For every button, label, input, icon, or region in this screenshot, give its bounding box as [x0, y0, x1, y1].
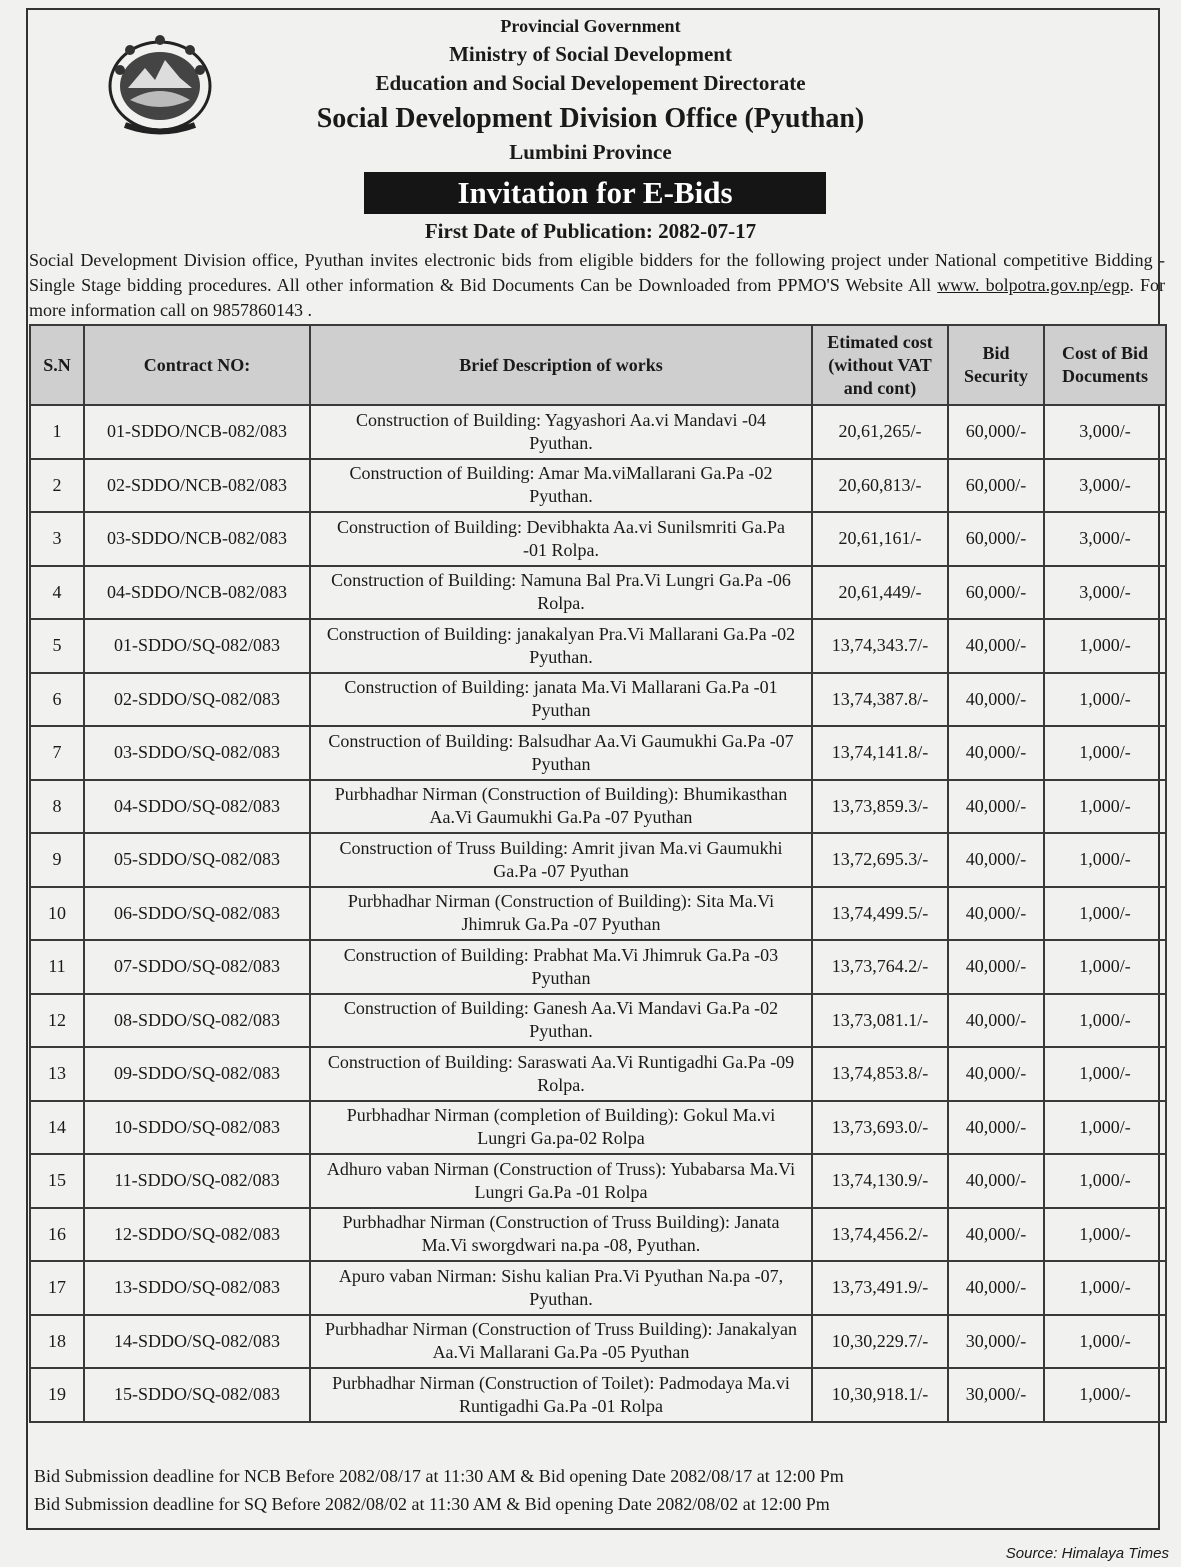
cell-cost: 13,74,387.8/-: [812, 673, 948, 727]
cell-contract: 15-SDDO/SQ-082/083: [84, 1368, 310, 1422]
cell-contract: 12-SDDO/SQ-082/083: [84, 1208, 310, 1262]
cell-description: Purbhadhar Nirman (Construction of Truss Building): Janata Ma.Vi sworgdwari na.pa -08, Pyuthan.: [310, 1208, 812, 1262]
office-title: Social Development Division Office (Pyuthan): [316, 103, 865, 134]
website-link[interactable]: www. bolpotra.gov.np/egp: [937, 275, 1130, 295]
intro-tail: . For more information call on 9857860143 .: [29, 275, 1165, 320]
cell-contract: 03-SDDO/SQ-082/083: [84, 726, 310, 780]
cell-doc-cost: 1,000/-: [1044, 1261, 1166, 1315]
cell-doc-cost: 1,000/-: [1044, 1047, 1166, 1101]
cell-security: 40,000/-: [948, 887, 1044, 941]
cell-doc-cost: 1,000/-: [1044, 673, 1166, 727]
cell-sn: 13: [30, 1047, 84, 1101]
cell-doc-cost: 1,000/-: [1044, 780, 1166, 834]
cell-cost: 10,30,229.7/-: [812, 1315, 948, 1369]
cell-security: 60,000/-: [948, 566, 1044, 620]
government-title: Provincial Government: [500, 16, 681, 36]
cell-sn: 12: [30, 994, 84, 1048]
cell-doc-cost: 3,000/-: [1044, 459, 1166, 513]
cell-cost: 13,73,081.1/-: [812, 994, 948, 1048]
cell-doc-cost: 1,000/-: [1044, 887, 1166, 941]
header-security: Bid Security: [948, 325, 1044, 405]
cell-contract: 05-SDDO/SQ-082/083: [84, 833, 310, 887]
cell-doc-cost: 3,000/-: [1044, 566, 1166, 620]
cell-security: 60,000/-: [948, 405, 1044, 459]
table-row: [30, 1154, 1166, 1208]
table-row: [30, 459, 1166, 513]
cell-description: Purbhadhar Nirman (Construction of Truss Building): Janakalyan Aa.Vi Mallarani Ga.Pa -05 Pyuthan: [310, 1315, 812, 1369]
cell-cost: 13,74,343.7/-: [812, 619, 948, 673]
cell-description: Construction of Building: Namuna Bal Pra.Vi Lungri Ga.Pa -06 Rolpa.: [310, 566, 812, 620]
cell-contract: 09-SDDO/SQ-082/083: [84, 1047, 310, 1101]
ministry-title: Ministry of Social Development: [449, 42, 732, 66]
cell-doc-cost: 3,000/-: [1044, 512, 1166, 566]
cell-description: Construction of Building: janata Ma.Vi Mallarani Ga.Pa -01 Pyuthan: [310, 673, 812, 727]
source-credit: Source: Himalaya Times: [1005, 1545, 1169, 1562]
cell-contract: 07-SDDO/SQ-082/083: [84, 940, 310, 994]
cell-description: Construction of Truss Building: Amrit jivan Ma.vi Gaumukhi Ga.Pa -07 Pyuthan: [310, 833, 812, 887]
cell-contract: 11-SDDO/SQ-082/083: [84, 1154, 310, 1208]
cell-doc-cost: 1,000/-: [1044, 1368, 1166, 1422]
cell-security: 40,000/-: [948, 673, 1044, 727]
cell-sn: 15: [30, 1154, 84, 1208]
table-row: [30, 1208, 1166, 1262]
table-row: [30, 619, 1166, 673]
table-row: [30, 940, 1166, 994]
cell-contract: 10-SDDO/SQ-082/083: [84, 1101, 310, 1155]
bids-table: [29, 324, 1167, 1423]
cell-doc-cost: 1,000/-: [1044, 1154, 1166, 1208]
directorate-title: Education and Social Developement Directorate: [375, 71, 806, 95]
cell-security: 40,000/-: [948, 726, 1044, 780]
header-contract: Contract NO:: [84, 325, 310, 405]
cell-sn: 6: [30, 673, 84, 727]
cell-description: Construction of Building: janakalyan Pra.Vi Mallarani Ga.Pa -02 Pyuthan.: [310, 619, 812, 673]
cell-doc-cost: 1,000/-: [1044, 940, 1166, 994]
cell-cost: 13,73,859.3/-: [812, 780, 948, 834]
cell-cost: 20,61,265/-: [812, 405, 948, 459]
cell-security: 40,000/-: [948, 940, 1044, 994]
cell-sn: 11: [30, 940, 84, 994]
cell-doc-cost: 1,000/-: [1044, 619, 1166, 673]
cell-cost: 13,73,693.0/-: [812, 1101, 948, 1155]
cell-security: 40,000/-: [948, 833, 1044, 887]
cell-security: 30,000/-: [948, 1315, 1044, 1369]
ncb-deadline: Bid Submission deadline for NCB Before 2082/08/17 at 11:30 AM & Bid opening Date 2082/08/17 at 12:00 Pm: [34, 1466, 844, 1486]
table-row: [30, 566, 1166, 620]
table-row: [30, 833, 1166, 887]
cell-sn: 16: [30, 1208, 84, 1262]
cell-sn: 10: [30, 887, 84, 941]
cell-sn: 4: [30, 566, 84, 620]
cell-cost: 20,60,813/-: [812, 459, 948, 513]
cell-contract: 14-SDDO/SQ-082/083: [84, 1315, 310, 1369]
cell-cost: 10,30,918.1/-: [812, 1368, 948, 1422]
cell-description: Construction of Building: Devibhakta Aa.vi Sunilsmriti Ga.Pa -01 Rolpa.: [310, 512, 812, 566]
header-cost: Etimated cost (without VAT and cont): [812, 325, 948, 405]
invitation-banner: Invitation for E-Bids: [364, 172, 826, 214]
cell-cost: 13,72,695.3/-: [812, 833, 948, 887]
table-row: [30, 780, 1166, 834]
cell-doc-cost: 1,000/-: [1044, 1208, 1166, 1262]
cell-description: Adhuro vaban Nirman (Construction of Truss): Yubabarsa Ma.Vi Lungri Ga.Pa -01 Rolpa: [310, 1154, 812, 1208]
header-sn: S.N: [30, 325, 84, 405]
cell-contract: 13-SDDO/SQ-082/083: [84, 1261, 310, 1315]
cell-description: Construction of Building: Saraswati Aa.Vi Runtigadhi Ga.Pa -09 Rolpa.: [310, 1047, 812, 1101]
cell-cost: 13,74,141.8/-: [812, 726, 948, 780]
cell-doc-cost: 1,000/-: [1044, 1101, 1166, 1155]
cell-doc-cost: 1,000/-: [1044, 1315, 1166, 1369]
cell-security: 40,000/-: [948, 1154, 1044, 1208]
cell-cost: 20,61,161/-: [812, 512, 948, 566]
cell-description: Construction of Building: Balsudhar Aa.Vi Gaumukhi Ga.Pa -07 Pyuthan: [310, 726, 812, 780]
cell-sn: 14: [30, 1101, 84, 1155]
cell-security: 40,000/-: [948, 1047, 1044, 1101]
cell-contract: 03-SDDO/NCB-082/083: [84, 512, 310, 566]
cell-sn: 8: [30, 780, 84, 834]
table-row: [30, 726, 1166, 780]
cell-sn: 3: [30, 512, 84, 566]
cell-description: Apuro vaban Nirman: Sishu kalian Pra.Vi Pyuthan Na.pa -07, Pyuthan.: [310, 1261, 812, 1315]
cell-security: 30,000/-: [948, 1368, 1044, 1422]
cell-contract: 01-SDDO/SQ-082/083: [84, 619, 310, 673]
cell-security: 60,000/-: [948, 459, 1044, 513]
cell-contract: 04-SDDO/NCB-082/083: [84, 566, 310, 620]
cell-doc-cost: 1,000/-: [1044, 994, 1166, 1048]
cell-security: 60,000/-: [948, 512, 1044, 566]
cell-cost: 13,73,491.9/-: [812, 1261, 948, 1315]
cell-cost: 13,74,499.5/-: [812, 887, 948, 941]
intro-paragraph: [29, 248, 1165, 323]
cell-contract: 06-SDDO/SQ-082/083: [84, 887, 310, 941]
cell-contract: 01-SDDO/NCB-082/083: [84, 405, 310, 459]
cell-sn: 2: [30, 459, 84, 513]
intro-text: Social Development Division office, Pyuthan invites electronic bids from eligible bidders for the following project under National competitive Bidding -Single Stage bidding procedures. All other information & Bid Documents Can be Downloaded from PPMO'S Website All: [29, 250, 1165, 295]
cell-security: 40,000/-: [948, 1261, 1044, 1315]
cell-sn: 17: [30, 1261, 84, 1315]
cell-sn: 19: [30, 1368, 84, 1422]
cell-doc-cost: 3,000/-: [1044, 405, 1166, 459]
table-row: [30, 1101, 1166, 1155]
cell-security: 40,000/-: [948, 1208, 1044, 1262]
cell-sn: 1: [30, 405, 84, 459]
cell-cost: 13,74,853.8/-: [812, 1047, 948, 1101]
cell-cost: 20,61,449/-: [812, 566, 948, 620]
cell-doc-cost: 1,000/-: [1044, 726, 1166, 780]
cell-sn: 7: [30, 726, 84, 780]
table-row: [30, 673, 1166, 727]
table-row: [30, 405, 1166, 459]
cell-description: Construction of Building: Amar Ma.viMallarani Ga.Pa -02 Pyuthan.: [310, 459, 812, 513]
cell-description: Purbhadhar Nirman (Construction of Toilet): Padmodaya Ma.vi Runtigadhi Ga.Pa -01 Rolpa: [310, 1368, 812, 1422]
cell-security: 40,000/-: [948, 780, 1044, 834]
cell-doc-cost: 1,000/-: [1044, 833, 1166, 887]
table-row: [30, 1315, 1166, 1369]
cell-contract: 08-SDDO/SQ-082/083: [84, 994, 310, 1048]
header-description: Brief Description of works: [310, 325, 812, 405]
table-header-row: [30, 325, 1166, 405]
cell-security: 40,000/-: [948, 619, 1044, 673]
publication-date: First Date of Publication: 2082-07-17: [424, 219, 757, 243]
table-row: [30, 887, 1166, 941]
sq-deadline: Bid Submission deadline for SQ Before 2082/08/02 at 11:30 AM & Bid opening Date 2082/08/02 at 12:00 Pm: [34, 1494, 830, 1514]
cell-cost: 13,73,764.2/-: [812, 940, 948, 994]
province-title: Lumbini Province: [509, 140, 672, 164]
cell-contract: 02-SDDO/NCB-082/083: [84, 459, 310, 513]
cell-contract: 04-SDDO/SQ-082/083: [84, 780, 310, 834]
table-row: [30, 1261, 1166, 1315]
cell-security: 40,000/-: [948, 1101, 1044, 1155]
cell-description: Construction of Building: Yagyashori Aa.vi Mandavi -04 Pyuthan.: [310, 405, 812, 459]
cell-sn: 5: [30, 619, 84, 673]
cell-sn: 9: [30, 833, 84, 887]
table-row: [30, 1368, 1166, 1422]
header-doc-cost: Cost of Bid Documents: [1044, 325, 1166, 405]
cell-sn: 18: [30, 1315, 84, 1369]
cell-contract: 02-SDDO/SQ-082/083: [84, 673, 310, 727]
cell-cost: 13,74,456.2/-: [812, 1208, 948, 1262]
cell-description: Construction of Building: Ganesh Aa.Vi Mandavi Ga.Pa -02 Pyuthan.: [310, 994, 812, 1048]
cell-description: Construction of Building: Prabhat Ma.Vi Jhimruk Ga.Pa -03 Pyuthan: [310, 940, 812, 994]
table-row: [30, 1047, 1166, 1101]
cell-description: Purbhadhar Nirman (completion of Building): Gokul Ma.vi Lungri Ga.pa-02 Rolpa: [310, 1101, 812, 1155]
cell-security: 40,000/-: [948, 994, 1044, 1048]
table-row: [30, 994, 1166, 1048]
cell-description: Purbhadhar Nirman (Construction of Building): Sita Ma.Vi Jhimruk Ga.Pa -07 Pyuthan: [310, 887, 812, 941]
cell-cost: 13,74,130.9/-: [812, 1154, 948, 1208]
table-row: [30, 512, 1166, 566]
cell-description: Purbhadhar Nirman (Construction of Building): Bhumikasthan Aa.Vi Gaumukhi Ga.Pa -07 Pyuthan: [310, 780, 812, 834]
